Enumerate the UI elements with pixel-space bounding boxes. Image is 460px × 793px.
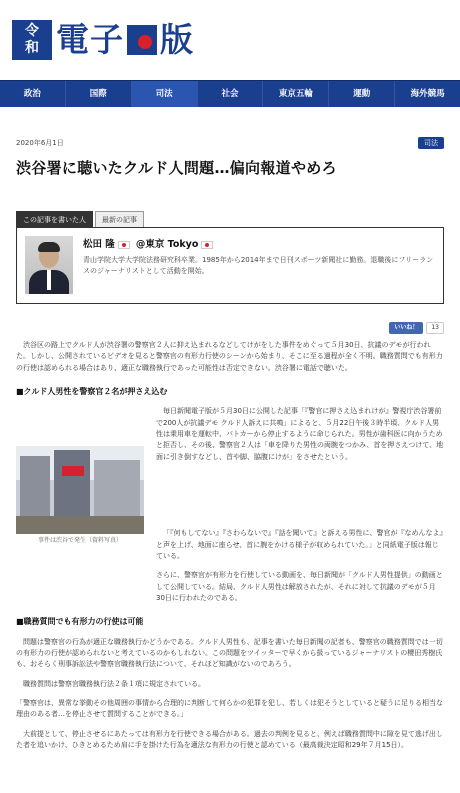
author-tabs <box>16 211 444 227</box>
nav-item-tokyo-olympics[interactable]: 東京五輪 <box>263 81 329 107</box>
nav-item-justice[interactable]: 司法 <box>132 81 198 107</box>
photo-caption: 事件は渋谷で発生（資料写真） <box>37 537 122 545</box>
like-row <box>16 322 444 334</box>
sun-dot-icon <box>138 35 152 49</box>
paragraph-3: 「『何もしてない』『さわらないで』『話を聞いて』と訴える男性に、警官が『なめんなよ』と声を上げ、地面に座らせ、首に腕をかける様子が収められていた。」と同紙電子版は報じている。 <box>156 529 443 561</box>
legal-quote: 「警察官は、異常な挙動その他周囲の事情から合理的に判断して何らかの犯罪を犯し、若しくは犯そうとしていると疑うに足りる相当な理由のある者…を停止させて質問することができる。」 <box>16 699 443 719</box>
nav-item-international[interactable]: 国際 <box>66 81 132 107</box>
logo-wordmark <box>56 14 194 65</box>
paragraph-8: 大前提として、停止させるにあたっては有形力を行使できる場合がある。過去の判例を見ると、例えば職務質問中に隙を見て逃げ出した者を追いかけ、ひきとめるため肩に手を掛けた行為を適法な有形力の行使と認めている（最高裁決定昭和29年７月15日）。 <box>16 729 443 750</box>
category-badge[interactable]: 司法 <box>418 137 444 150</box>
logo-wordmark-suffix: 版 <box>160 20 194 59</box>
article-date: 2020年6月1日 <box>16 138 64 147</box>
japan-flag-icon <box>118 241 130 249</box>
logo-wordmark-main: 電子 <box>56 20 124 59</box>
section-heading-1: ■クルド人男性を警察官２名が押さえ込む <box>16 386 168 396</box>
author-bio: 青山学院大学大学院法務研究科卒業。1985年から2014年まで日刊スポーツ新聞社に勤務。退職後にフリーランスのジャーナリストとして活動を開始。 <box>83 256 434 276</box>
article-meta <box>16 135 444 151</box>
logo-emblem-bottom: 和 <box>25 39 39 56</box>
nav-item-politics[interactable]: 政治 <box>0 81 66 107</box>
paragraph-5: 問題は警察官の行為が適正な職務執行かどうかである。クルド人男性も、記事を書いた毎日新聞の記者も、警察官の職務質問では一切の有形力の行使が認められないと考えているのかもしれない。この問題をツイッターで早くから扱っているジャーナリストの櫻田秀樹氏も、おそらく刑事訴訟法や警察官職務執行法について、それほど知識がないのであろう。 <box>16 637 443 669</box>
author-box <box>16 227 444 304</box>
nav-item-society[interactable]: 社会 <box>198 81 264 107</box>
paragraph-4: さらに、警察官が有形力を行使している動画を、毎日新聞が「クルド人男性提供」の動画として公開している。結局、クルド人男性は解放されたが、それに対して抗議のデモが５月30日に行われたのである。 <box>156 571 443 603</box>
section-heading-2: ■職務質問でも有形力の行使は可能 <box>16 617 144 627</box>
site-logo[interactable] <box>12 14 194 65</box>
article-photo <box>16 446 144 534</box>
logo-emblem <box>12 20 52 60</box>
author-name: 松田 隆 <box>83 239 115 250</box>
japan-flag-icon <box>201 241 213 249</box>
logo-emblem-top: 令 <box>25 22 39 39</box>
author-name-row <box>83 238 219 253</box>
like-button[interactable]: いいね！ <box>389 322 423 333</box>
paragraph-intro: 渋谷区の路上でクルド人が渋谷署の警察官２人に抑え込まれるなどしてけがをした事件をめぐって５月30日、抗議のデモが行われた。しかし、公開されているビデオを見ると警察官の有形力行使のシーンから始まり、そこに至る過程が全く不明。職務質問でも有形力の行使は認められる場合はあり、適正な職務執行であった可能性は否定できない。渋谷署に電話で聴いた。 <box>16 341 443 372</box>
tab-latest[interactable]: 最新の記事 <box>95 211 144 227</box>
site-header <box>0 0 460 80</box>
author-avatar <box>25 236 73 294</box>
article <box>16 135 444 751</box>
main-nav <box>0 80 460 107</box>
tab-author[interactable]: この記事を書いた人 <box>16 211 93 227</box>
paragraph-2: 毎日新聞電子版が５月30日に公開した記事「『警官に押さえ込まれけが』警視庁渋谷署前で200人が抗議デモ クルド人訴えに共鳴」によると、５月22日午後３時半頃、クルド人男性は乗用車を運転中、パトカーから停止するように命じられた。男性が歯科医に向かうためと拒否し、その後、警察官２人は「車を降りた男性の両腕をつかみ、首を押さえつけて、地面に引き倒すなどし、首や脚、脇腹にけが」をさせたという。 <box>156 407 444 461</box>
like-count: 13 <box>426 322 444 333</box>
author-location: @東京 Tokyo <box>135 239 199 250</box>
nav-item-overseas-racing[interactable]: 海外競馬 <box>410 89 445 99</box>
article-title: 渋谷署に聴いたクルド人問題…偏向報道やめろ <box>16 159 337 177</box>
nav-item-sports[interactable]: 運動 <box>329 81 395 107</box>
paragraph-6: 職務質問は警察官職務執行法２条１項に規定されている。 <box>23 679 205 688</box>
